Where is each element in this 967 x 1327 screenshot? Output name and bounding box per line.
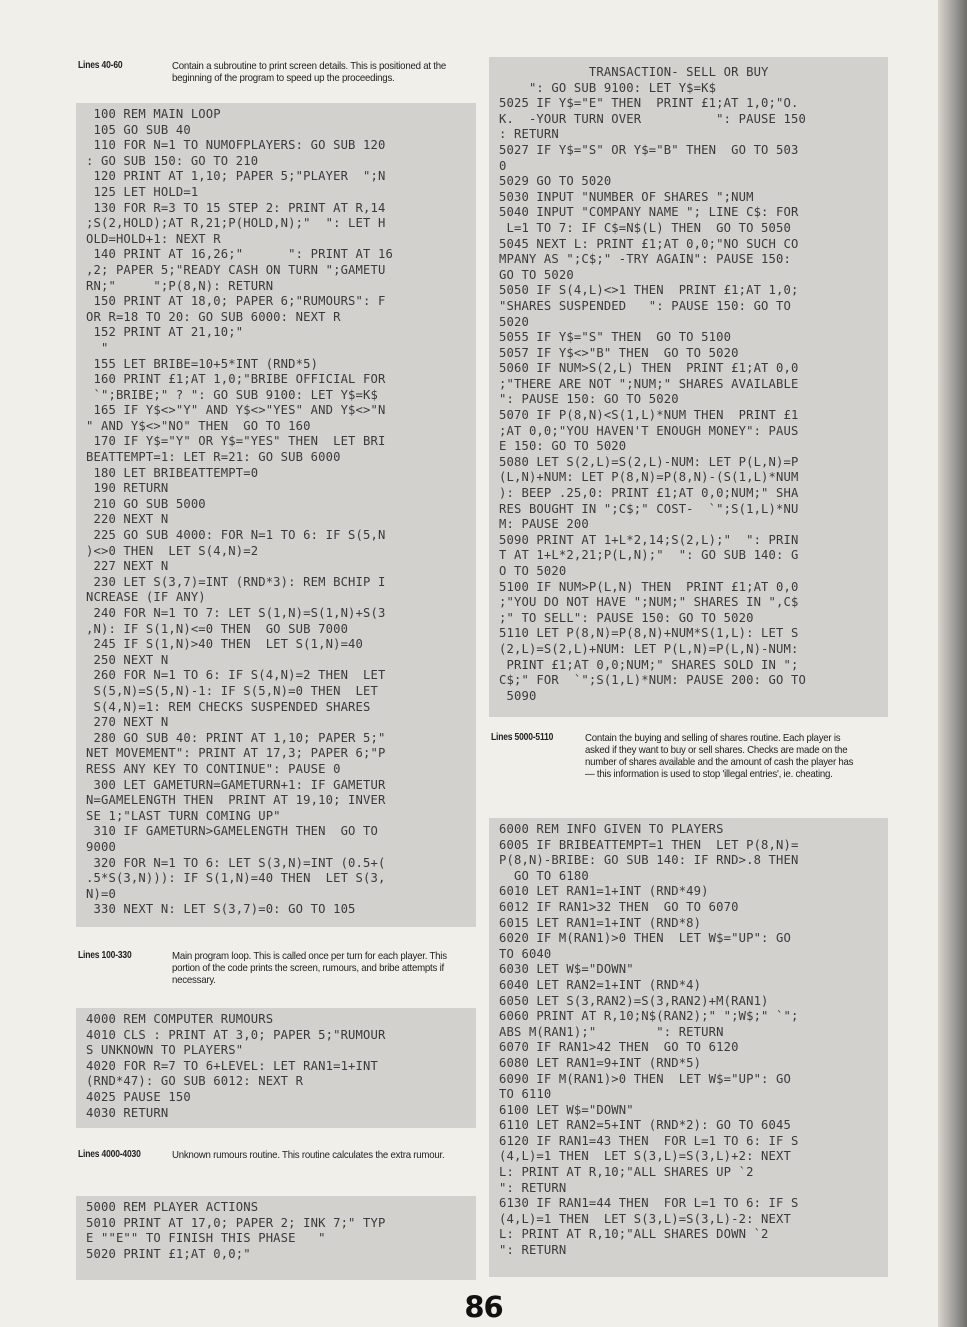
caption-label: Lines 100-330 — [78, 950, 132, 961]
code-line: O TO 5020 — [499, 564, 567, 578]
code-line: (4,L)=1 THEN LET S(3,L)=S(3,L)+2: NEXT — [499, 1149, 792, 1164]
code-line: 5100 IF NUM>P(L,N) THEN PRINT £1;AT 0,0 — [499, 579, 799, 594]
code-line: 260 FOR N=1 TO 6: IF S(4,N)=2 THEN LET — [86, 668, 386, 683]
code-line: GO TO 5020 — [499, 267, 574, 282]
caption-text: Main program loop. This is called once per turn for each player. This portion of the code prints the screen, rumours, and bribe attempts if necessary. — [172, 950, 447, 986]
caption-label: Lines 40-60 — [78, 60, 123, 71]
code-line: " AND Y$<>"NO" THEN GO TO 160 — [86, 418, 311, 433]
code-line: ": PAUSE 150: GO TO 5020 — [499, 392, 679, 407]
code-line: 6060 PRINT AT R,10;N$(RAN2);" ";W$;" `"; — [499, 1009, 799, 1024]
code-line: " — [86, 340, 109, 355]
caption-text: Contain a subroutine to print screen details. This is positioned at the beginning of the program to speed up the proceedings. — [172, 60, 447, 84]
code-line: 300 LET GAMETURN=GAMETURN+1: IF GAMETUR — [86, 777, 386, 792]
code-line: 230 LET S(3,7)=INT (RND*3): REM BCHIP I — [86, 574, 386, 589]
code-line: 4030 RETURN — [86, 1105, 169, 1120]
code-line: 5040 INPUT "COMPANY NAME "; LINE C$: FOR — [499, 205, 799, 220]
code-line: 250 NEXT N — [86, 652, 169, 667]
code-line: S(5,N)=S(5,N)-1: IF S(5,N)=0 THEN LET — [86, 683, 379, 698]
code-line: RESS ANY KEY TO CONTINUE": PAUSE 0 — [86, 761, 341, 776]
code-line: C$;" FOR `";S(1,L)*NUM: PAUSE 200: GO TO — [499, 673, 806, 688]
code-line: 6015 LET RAN1=1+INT (RND*8) — [499, 915, 702, 930]
code-line: .5*S(3,N))): IF S(1,N)=40 THEN LET S(3, — [86, 871, 386, 886]
code-line: 105 GO SUB 40 — [86, 122, 191, 137]
code-line: 9000 — [86, 839, 116, 854]
code-line: OR R=18 TO 20: GO SUB 6000: NEXT R — [86, 309, 341, 324]
code-line: : RETURN — [499, 127, 559, 142]
code-line: K. -YOUR TURN OVER ": PAUSE 150 — [499, 111, 806, 126]
code-line: 240 FOR N=1 TO 7: LET S(1,N)=S(1,N)+S(3 — [86, 606, 386, 620]
code-line: 100 REM MAIN LOOP — [86, 107, 221, 121]
code-line: 6005 IF BRIBEATTEMPT=1 THEN LET P(8,N)= — [499, 837, 799, 852]
code-line: 220 NEXT N — [86, 512, 169, 527]
code-line: "SHARES SUSPENDED ": PAUSE 150: GO TO — [499, 298, 792, 313]
code-line: 0 — [499, 158, 507, 173]
code-line: )<>0 THEN LET S(4,N)=2 — [86, 543, 259, 558]
code-line: L=1 TO 7: IF C$=N$(L) THEN GO TO 5050 — [499, 220, 792, 235]
caption-lines-4000-4030 — [78, 1149, 478, 1177]
code-line: 6050 LET S(3,RAN2)=S(3,RAN2)+M(RAN1) — [499, 993, 769, 1008]
code-line: 210 GO SUB 5000 — [86, 496, 206, 511]
code-line: 110 FOR N=1 TO NUMOFPLAYERS: GO SUB 120 — [86, 138, 386, 153]
code-line: 5025 IF Y$="E" THEN PRINT £1;AT 1,0;"O. — [499, 96, 799, 111]
code-line: 5045 NEXT L: PRINT £1;AT 0,0;"NO SUCH CO — [499, 236, 799, 251]
caption-label: Lines 4000-4030 — [78, 1149, 141, 1160]
code-line: ": GO SUB 9100: LET Y$=K$ — [499, 80, 717, 95]
code-line: 5000 REM PLAYER ACTIONS — [86, 1200, 259, 1214]
code-listing-info — [489, 818, 888, 1277]
code-line: 6080 LET RAN1=9+INT (RND*5) — [499, 1055, 702, 1070]
code-line: 5050 IF S(4,L)<>1 THEN PRINT £1;AT 1,0; — [499, 283, 799, 298]
code-line: 5060 IF NUM>S(2,L) THEN PRINT £1;AT 0,0 — [499, 361, 799, 376]
code-line: RN;" ";P(8,N): RETURN — [86, 278, 274, 293]
code-line: ;AT 0,0;"YOU HAVEN'T ENOUGH MONEY": PAUS — [499, 423, 799, 438]
code-line: 5090 PRINT AT 1+L*2,14;S(2,L);" ": PRIN — [499, 532, 799, 547]
code-line: (L,N)+NUM: LET P(8,N)=P(8,N)-(S(1,L)*NUM — [499, 470, 799, 485]
code-line: 6000 REM INFO GIVEN TO PLAYERS — [499, 822, 724, 836]
code-line: 150 PRINT AT 18,0; PAPER 6;"RUMOURS": F — [86, 294, 386, 309]
code-line: ): BEEP .25,0: PRINT £1;AT 0,0;NUM;" SHA — [499, 486, 799, 501]
code-line: 140 PRINT AT 16,26;" ": PRINT AT 16 — [86, 247, 393, 262]
code-line: 152 PRINT AT 21,10;" — [86, 325, 244, 340]
code-line: (2,L)=S(2,L)+NUM: LET P(L,N)=P(L,N)-NUM: — [499, 641, 799, 656]
code-line: 6120 IF RAN1=43 THEN FOR L=1 TO 6: IF S — [499, 1133, 799, 1148]
code-line: RES BOUGHT IN ";C$;" COST- `";S(1,L)*NU — [499, 501, 799, 516]
caption-lines-100-330 — [78, 950, 478, 990]
code-line: 5029 GO TO 5020 — [499, 174, 612, 189]
code-line: 5055 IF Y$="S" THEN GO TO 5100 — [499, 330, 732, 345]
code-line: 160 PRINT £1;AT 1,0;"BRIBE OFFICIAL FOR — [86, 372, 386, 387]
code-line: PRINT £1;AT 0,0;NUM;" SHARES SOLD IN "; — [499, 657, 799, 672]
code-line: `";BRIBE;" ? ": GO SUB 9100: LET Y$=K$ — [86, 387, 379, 402]
code-line: 6070 IF RAN1>42 THEN GO TO 6120 — [499, 1040, 739, 1055]
code-line: ;S(2,HOLD);AT R,21;P(HOLD,N);" ": LET H — [86, 216, 386, 231]
code-line: 320 FOR N=1 TO 6: LET S(3,N)=INT (0.5+( — [86, 855, 386, 870]
code-line: 6010 LET RAN1=1+INT (RND*49) — [499, 884, 709, 899]
code-line: 5090 — [499, 688, 537, 703]
code-line: S(4,N)=1: REM CHECKS SUSPENDED SHARES — [86, 699, 371, 714]
code-line: 5027 IF Y$="S" OR Y$="B" THEN GO TO 503 — [499, 142, 799, 157]
code-line: 120 PRINT AT 1,10; PAPER 5;"PLAYER ";N — [86, 169, 386, 184]
code-line: ABS M(RAN1);" ": RETURN — [499, 1024, 724, 1039]
code-line: E 150: GO TO 5020 — [499, 439, 627, 454]
code-line: 165 IF Y$<>"Y" AND Y$<>"YES" AND Y$<>"N — [86, 403, 386, 418]
code-line: 5020 — [499, 314, 529, 329]
code-line: N=GAMELENGTH THEN PRINT AT 19,10; INVER — [86, 793, 386, 808]
code-line: T AT 1+L*2,21;P(L,N);" ": GO SUB 140: G — [499, 548, 799, 563]
code-line: 5057 IF Y$<>"B" THEN GO TO 5020 — [499, 345, 739, 360]
caption-text: Unknown rumours routine. This routine calculates the extra rumour. — [172, 1149, 445, 1161]
code-line: ;"THERE ARE NOT ";NUM;" SHARES AVAILABLE — [499, 376, 799, 391]
code-line: 180 LET BRIBEATTEMPT=0 — [86, 465, 259, 480]
code-line: NET MOVEMENT": PRINT AT 17,3; PAPER 6;"P — [86, 746, 386, 761]
code-line: 6030 LET W$="DOWN" — [499, 962, 634, 977]
code-listing-main-loop — [76, 103, 476, 927]
page-number: 86 — [464, 1290, 503, 1324]
code-line: L: PRINT AT R,10;"ALL SHARES DOWN `2 — [499, 1227, 769, 1242]
code-listing-rumours — [76, 1008, 476, 1128]
code-line: 6130 IF RAN1=44 THEN FOR L=1 TO 6: IF S — [499, 1196, 799, 1211]
code-line: 4025 PAUSE 150 — [86, 1089, 191, 1104]
code-line: 5080 LET S(2,L)=S(2,L)-NUM: LET P(L,N)=P — [499, 454, 799, 469]
code-line: 310 IF GAMETURN>GAMELENGTH THEN GO TO — [86, 824, 379, 839]
code-line: TRANSACTION- SELL OR BUY — [499, 65, 769, 79]
code-line: 225 GO SUB 4000: FOR N=1 TO 6: IF S(5,N — [86, 528, 386, 543]
code-line: BEATTEMPT=1: LET R=21: GO SUB 6000 — [86, 450, 341, 465]
code-line: 5070 IF P(8,N)<S(1,L)*NUM THEN PRINT £1 — [499, 408, 799, 423]
code-line: 6012 IF RAN1>32 THEN GO TO 6070 — [499, 899, 739, 914]
code-line: 5030 INPUT "NUMBER OF SHARES ";NUM — [499, 189, 754, 204]
code-line: 6100 LET W$="DOWN" — [499, 1102, 634, 1117]
code-line: 270 NEXT N — [86, 715, 169, 730]
caption-text: Contain the buying and selling of shares routine. Each player is asked if they want to buy or sell shares. Checks are made on the number of shares available and the amount of cash the player has — this information is used to stop 'illegal entries', ie. cheating. — [585, 732, 854, 780]
code-line: GO TO 6180 — [499, 868, 589, 883]
code-line: L: PRINT AT R,10;"ALL SHARES UP `2 — [499, 1165, 754, 1180]
code-line: 330 NEXT N: LET S(3,7)=0: GO TO 105 — [86, 902, 356, 917]
code-line: 4000 REM COMPUTER RUMOURS — [86, 1012, 274, 1026]
code-line: 6020 IF M(RAN1)>0 THEN LET W$="UP": GO — [499, 931, 792, 946]
code-line: P(8,N)-BRIBE: GO SUB 140: IF RND>.8 THEN — [499, 853, 799, 868]
code-line: 4020 FOR R=7 TO 6+LEVEL: LET RAN1=1+INT — [86, 1058, 379, 1073]
caption-lines-5000-5110 — [491, 732, 891, 796]
code-line: 130 FOR R=3 TO 15 STEP 2: PRINT AT R,14 — [86, 200, 386, 215]
code-line: 6090 IF M(RAN1)>0 THEN LET W$="UP": GO — [499, 1071, 792, 1086]
code-listing-player-actions — [76, 1196, 476, 1280]
code-line: NCREASE (IF ANY) — [86, 590, 206, 605]
code-line: TO 6110 — [499, 1087, 552, 1102]
code-line: OLD=HOLD+1: NEXT R — [86, 231, 221, 246]
code-line: 6110 LET RAN2=5+INT (RND*2): GO TO 6045 — [499, 1118, 792, 1133]
code-line: 155 LET BRIBE=10+5*INT (RND*5) — [86, 356, 319, 371]
code-line: 170 IF Y$="Y" OR Y$="YES" THEN LET BRI — [86, 434, 386, 449]
code-line: 227 NEXT N — [86, 559, 169, 574]
code-line: MPANY AS ";C$;" -TRY AGAIN": PAUSE 150: — [499, 252, 792, 267]
code-line: N)=0 — [86, 886, 116, 901]
code-line: (RND*47): GO SUB 6012: NEXT R — [86, 1074, 304, 1089]
code-line: 280 GO SUB 40: PRINT AT 1,10; PAPER 5;" — [86, 730, 386, 745]
code-line: 190 RETURN — [86, 481, 169, 496]
code-line: 125 LET HOLD=1 — [86, 184, 199, 199]
code-line: 6040 LET RAN2=1+INT (RND*4) — [499, 977, 702, 992]
code-line: (4,L)=1 THEN LET S(3,L)=S(3,L)-2: NEXT — [499, 1211, 792, 1226]
code-line: : GO SUB 150: GO TO 210 — [86, 153, 259, 168]
code-listing-transactions — [489, 57, 888, 717]
code-line: ": RETURN — [499, 1243, 567, 1258]
code-line: SE 1;"LAST TURN COMING UP" — [86, 808, 281, 823]
page-edge — [938, 0, 967, 1327]
code-line: 5020 PRINT £1;AT 0,0;" — [86, 1246, 251, 1261]
code-line: E ""E"" TO FINISH THIS PHASE " — [86, 1231, 326, 1246]
code-line: 4010 CLS : PRINT AT 3,0; PAPER 5;"RUMOUR — [86, 1027, 386, 1042]
code-line: ": RETURN — [499, 1180, 567, 1195]
code-line: ;" TO SELL": PAUSE 150: GO TO 5020 — [499, 610, 754, 625]
code-line: 5110 LET P(8,N)=P(8,N)+NUM*S(1,L): LET S — [499, 626, 799, 641]
code-line: ,2; PAPER 5;"READY CASH ON TURN ";GAMETU — [86, 262, 386, 277]
code-line: S UNKNOWN TO PLAYERS" — [86, 1043, 244, 1058]
code-line: 245 IF S(1,N)>40 THEN LET S(1,N)=40 — [86, 637, 364, 652]
code-line: ,N): IF S(1,N)<=0 THEN GO SUB 7000 — [86, 621, 349, 636]
code-line: ;"YOU DO NOT HAVE ";NUM;" SHARES IN ",C$ — [499, 595, 799, 610]
code-line: 5010 PRINT AT 17,0; PAPER 2; INK 7;" TYP — [86, 1215, 386, 1230]
code-line: TO 6040 — [499, 946, 552, 961]
caption-label: Lines 5000-5110 — [491, 732, 554, 743]
code-line: M: PAUSE 200 — [499, 517, 589, 532]
caption-lines-40-60 — [78, 60, 478, 90]
